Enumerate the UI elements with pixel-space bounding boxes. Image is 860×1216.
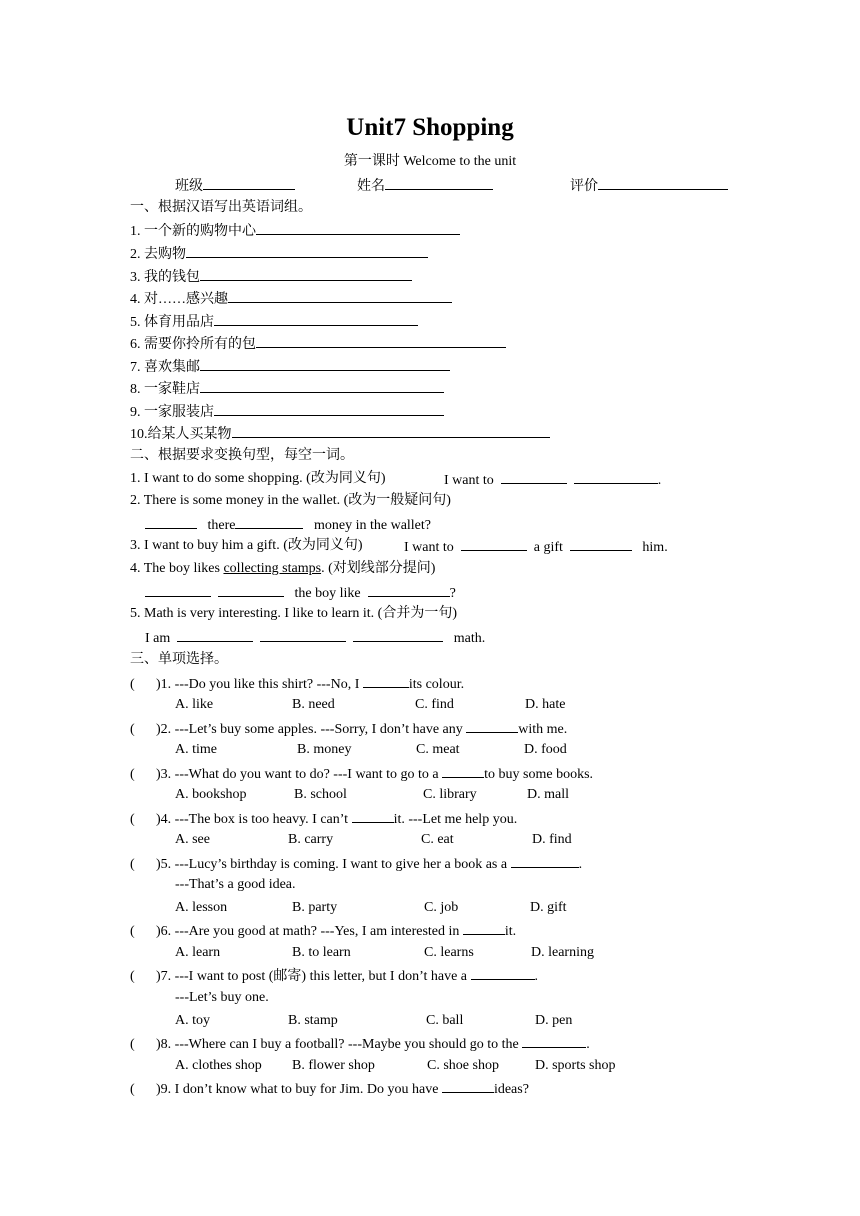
option-a[interactable]: A. bookshop	[175, 787, 247, 802]
vocab-item[interactable]: 10.给某人买某物	[130, 423, 550, 445]
option-b[interactable]: B. need	[292, 697, 335, 712]
question-continuation: ---Let’s buy one.	[175, 990, 269, 1005]
section2-heading: 二、根据要求变换句型，每空一词。	[130, 448, 354, 463]
question-continuation: ---That’s a good idea.	[175, 877, 296, 892]
vocab-item[interactable]: 7. 喜欢集邮	[130, 356, 450, 378]
option-c[interactable]: C. ball	[426, 1013, 464, 1028]
underlined-phrase: collecting stamps	[223, 561, 322, 576]
vocab-item[interactable]: 8. 一家鞋店	[130, 378, 444, 400]
option-a[interactable]: A. like	[175, 697, 214, 712]
option-d[interactable]: D. gift	[530, 900, 567, 915]
vocab-item[interactable]: 9. 一家服装店	[130, 401, 444, 423]
transform-q1-answer[interactable]: I want to .	[444, 469, 661, 491]
transform-q2-answer[interactable]: there money in the wallet?	[145, 514, 431, 536]
transform-q5-answer[interactable]: I am math.	[145, 627, 485, 649]
transform-q1: 1. I want to do some shopping. (改为同义句)	[130, 471, 386, 486]
transform-q3: 3. I want to buy him a gift. (改为同义句)	[130, 538, 363, 553]
transform-q4: 4. The boy likes collecting stamps. (对划线部分提问)	[130, 561, 436, 576]
option-d[interactable]: D. learning	[531, 945, 594, 960]
option-d[interactable]: D. sports shop	[535, 1058, 616, 1073]
page-subtitle: 第一课时 Welcome to the unit	[343, 154, 517, 169]
transform-q2: 2. There is some money in the wallet. (改为一般疑问句)	[130, 493, 451, 508]
transform-q4-answer[interactable]: the boy like ?	[145, 582, 456, 604]
mc-question[interactable]: ( )2. ---Let’s buy some apples. ---Sorry, I don’t have any with me.	[130, 718, 567, 740]
section3-heading: 三、单项选择。	[130, 652, 228, 667]
option-a[interactable]: A. learn	[175, 945, 221, 960]
vocab-item[interactable]: 6. 需要你拎所有的包	[130, 333, 506, 355]
option-c[interactable]: C. learns	[424, 945, 474, 960]
vocab-item[interactable]: 1. 一个新的购物中心	[130, 220, 460, 242]
grade-field[interactable]	[570, 175, 728, 197]
transform-q3-answer[interactable]: I want to a gift him.	[404, 536, 668, 558]
option-a[interactable]: A. see	[175, 832, 210, 847]
page-title: Unit7 Shopping	[346, 114, 514, 141]
option-b[interactable]: B. flower shop	[292, 1058, 375, 1073]
mc-question[interactable]: ( )6. ---Are you good at math? ---Yes, I am interested in it.	[130, 920, 516, 942]
option-b[interactable]: B. stamp	[288, 1013, 338, 1028]
option-c[interactable]: C. eat	[421, 832, 454, 847]
option-b[interactable]: B. school	[294, 787, 347, 802]
mc-question[interactable]: ( )7. ---I want to post (邮寄) this letter, but I don’t have a .	[130, 965, 538, 987]
vocab-item[interactable]: 2. 去购物	[130, 243, 428, 265]
transform-q5: 5. Math is very interesting. I like to learn it. (合并为一句)	[130, 606, 457, 621]
grade-label: 评价	[570, 179, 598, 194]
option-a[interactable]: A. time	[175, 742, 217, 757]
vocab-item[interactable]: 4. 对……感兴趣	[130, 288, 452, 310]
option-c[interactable]: C. find	[415, 697, 454, 712]
vocab-item[interactable]: 5. 体育用品店	[130, 311, 418, 333]
mc-question[interactable]: ( )1. ---Do you like this shirt? ---No, I its colour.	[130, 673, 464, 695]
mc-question[interactable]: ( )3. ---What do you want to do? ---I want to go to a to buy some books.	[130, 763, 593, 785]
option-c[interactable]: C. library	[423, 787, 477, 802]
option-d[interactable]: D. mall	[527, 787, 569, 802]
option-b[interactable]: B. carry	[288, 832, 334, 847]
option-c[interactable]: C. meat	[416, 742, 460, 757]
section1-heading: 一、根据汉语写出英语词组。	[130, 200, 312, 215]
mc-question[interactable]: ( )5. ---Lucy’s birthday is coming. I want to give her a book as a .	[130, 853, 582, 875]
mc-question[interactable]: ( )9. I don’t know what to buy for Jim. Do you have ideas?	[130, 1078, 529, 1100]
option-d[interactable]: D. hate	[525, 697, 566, 712]
name-label: 姓名	[357, 179, 385, 194]
option-b[interactable]: B. party	[292, 900, 338, 915]
class-field[interactable]	[175, 175, 295, 197]
vocab-item[interactable]: 3. 我的钱包	[130, 266, 412, 288]
option-d[interactable]: D. food	[524, 742, 567, 757]
option-c[interactable]: C. job	[424, 900, 459, 915]
mc-question[interactable]: ( )4. ---The box is too heavy. I can’t it. ---Let me help you.	[130, 808, 517, 830]
option-c[interactable]: C. shoe shop	[427, 1058, 499, 1073]
mc-question[interactable]: ( )8. ---Where can I buy a football? ---Maybe you should go to the .	[130, 1033, 590, 1055]
option-d[interactable]: D. find	[532, 832, 572, 847]
option-b[interactable]: B. money	[297, 742, 352, 757]
option-d[interactable]: D. pen	[535, 1013, 573, 1028]
option-a[interactable]: A. toy	[175, 1013, 210, 1028]
option-a[interactable]: A. clothes shop	[175, 1058, 262, 1073]
option-b[interactable]: B. to learn	[292, 945, 351, 960]
class-label: 班级	[175, 179, 203, 194]
name-field[interactable]	[357, 175, 493, 197]
option-a[interactable]: A. lesson	[175, 900, 228, 915]
